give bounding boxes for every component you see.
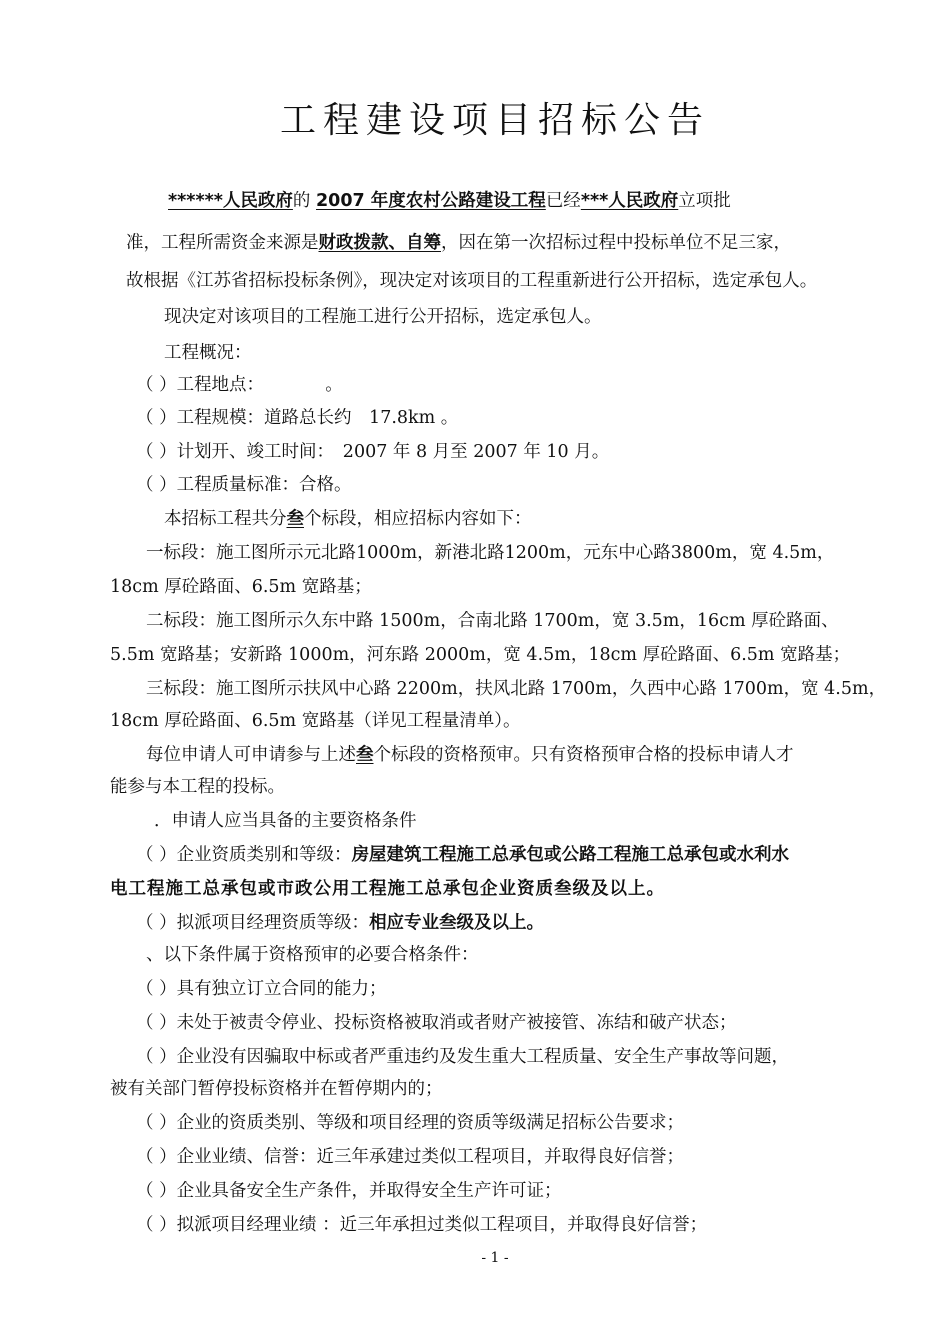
government-name: ******人民政府	[168, 191, 293, 211]
list-item: （ ）拟派项目经理业绩 ：近三年承担过类似工程项目，并取得良好信誉；	[136, 1215, 708, 1235]
page-number: - 1 -	[481, 1250, 509, 1266]
list-item: （ ）未处于被责令停业、投标资格被取消或者财产被接管、冻结和破产状态；	[136, 1013, 737, 1033]
approving-authority: ***人民政府	[580, 191, 679, 211]
paragraph-line: 每位申请人可申请参与上述叁个标段的资格预审。只有资格预审合格的投标申请人才	[146, 745, 794, 765]
list-item: （ ）工程地点： 。	[136, 375, 343, 395]
paragraph-line: 5.5m 宽路基；安新路 1000m，河东路 2000m，宽 4.5m，18cm 厚砼路面、6.5m 宽路基；	[110, 645, 851, 665]
paragraph-line: ******人民政府的 2007 年度农村公路建设工程已经***人民政府立项批	[168, 191, 731, 211]
qualification-requirement: 房屋建筑工程施工总承包或公路工程施工总承包或水利水	[351, 845, 790, 865]
paragraph-line: 二标段：施工图所示久东中路 1500m，合南北路 1700m，宽 3.5m，16cm 厚砼路面、	[146, 611, 839, 631]
list-item: （ ）工程规模：道路总长约 17.8km 。	[136, 408, 459, 428]
list-item: （ ）企业具备安全生产条件，并取得安全生产许可证；	[136, 1181, 562, 1201]
paragraph-line: 18cm 厚砼路面、6.5m 宽路基；	[110, 577, 372, 597]
list-item: （ ）企业没有因骗取中标或者严重违约及发生重大工程质量、安全生产事故等问题，	[136, 1047, 790, 1067]
paragraph-line: 被有关部门暂停投标资格并在暂停期内的；	[110, 1079, 443, 1099]
list-item: （ ）企业业绩、信誉：近三年承建过类似工程项目，并取得良好信誉；	[136, 1147, 685, 1167]
section-heading: ．申请人应当具备的主要资格条件	[154, 811, 417, 831]
list-item: （ ）企业资质类别和等级：房屋建筑工程施工总承包或公路工程施工总承包或水利水	[136, 845, 790, 865]
fund-source: 财政拨款、自筹	[318, 233, 441, 253]
paragraph-line: 三标段：施工图所示扶风中心路 2200m，扶风北路 1700m，久西中心路 1700m，宽 4.5m，	[146, 679, 887, 699]
list-item: （ ）拟派项目经理资质等级：相应专业叁级及以上。	[136, 913, 545, 933]
list-item: （ ）企业的资质类别、等级和项目经理的资质等级满足招标公告要求；	[136, 1113, 685, 1133]
page-title: 工程建设项目招标公告	[279, 100, 710, 141]
section-count: 叁	[286, 509, 304, 529]
section-heading: 工程概况：	[164, 343, 252, 363]
paragraph-line: 故根据《江苏省招标投标条例》，现决定对该项目的工程重新进行公开招标，选定承包人。	[126, 271, 818, 291]
section-count: 叁	[356, 745, 374, 765]
paragraph-line: 一标段：施工图所示元北路1000m，新港北路1200m，元东中心路3800m，宽 4.5m，	[146, 543, 835, 563]
manager-qualification: 相应专业叁级及以上。	[369, 913, 545, 933]
list-item: （ ）具有独立订立合同的能力；	[136, 979, 387, 999]
paragraph-line: 现决定对该项目的工程施工进行公开招标，选定承包人。	[164, 307, 602, 327]
project-name: 2007 年度农村公路建设工程	[316, 191, 546, 211]
paragraph-line: 能参与本工程的投标。	[110, 777, 285, 797]
list-item: （ ）计划开、竣工时间： 2007 年 8 月至 2007 年 10 月。	[136, 442, 610, 462]
paragraph-line: 18cm 厚砼路面、6.5m 宽路基（详见工程量清单）。	[110, 711, 521, 731]
paragraph-line: 本招标工程共分叁个标段，相应招标内容如下：	[164, 509, 532, 529]
section-heading: 、以下条件属于资格预审的必要合格条件：	[146, 945, 479, 965]
list-item: （ ）工程质量标准：合格。	[136, 475, 352, 495]
qualification-requirement: 电工程施工总承包或市政公用工程施工总承包企业资质叁级及以上。	[110, 879, 665, 899]
paragraph-line: 准，工程所需资金来源是财政拨款、自筹，因在第一次招标过程中投标单位不足三家，	[126, 233, 791, 253]
